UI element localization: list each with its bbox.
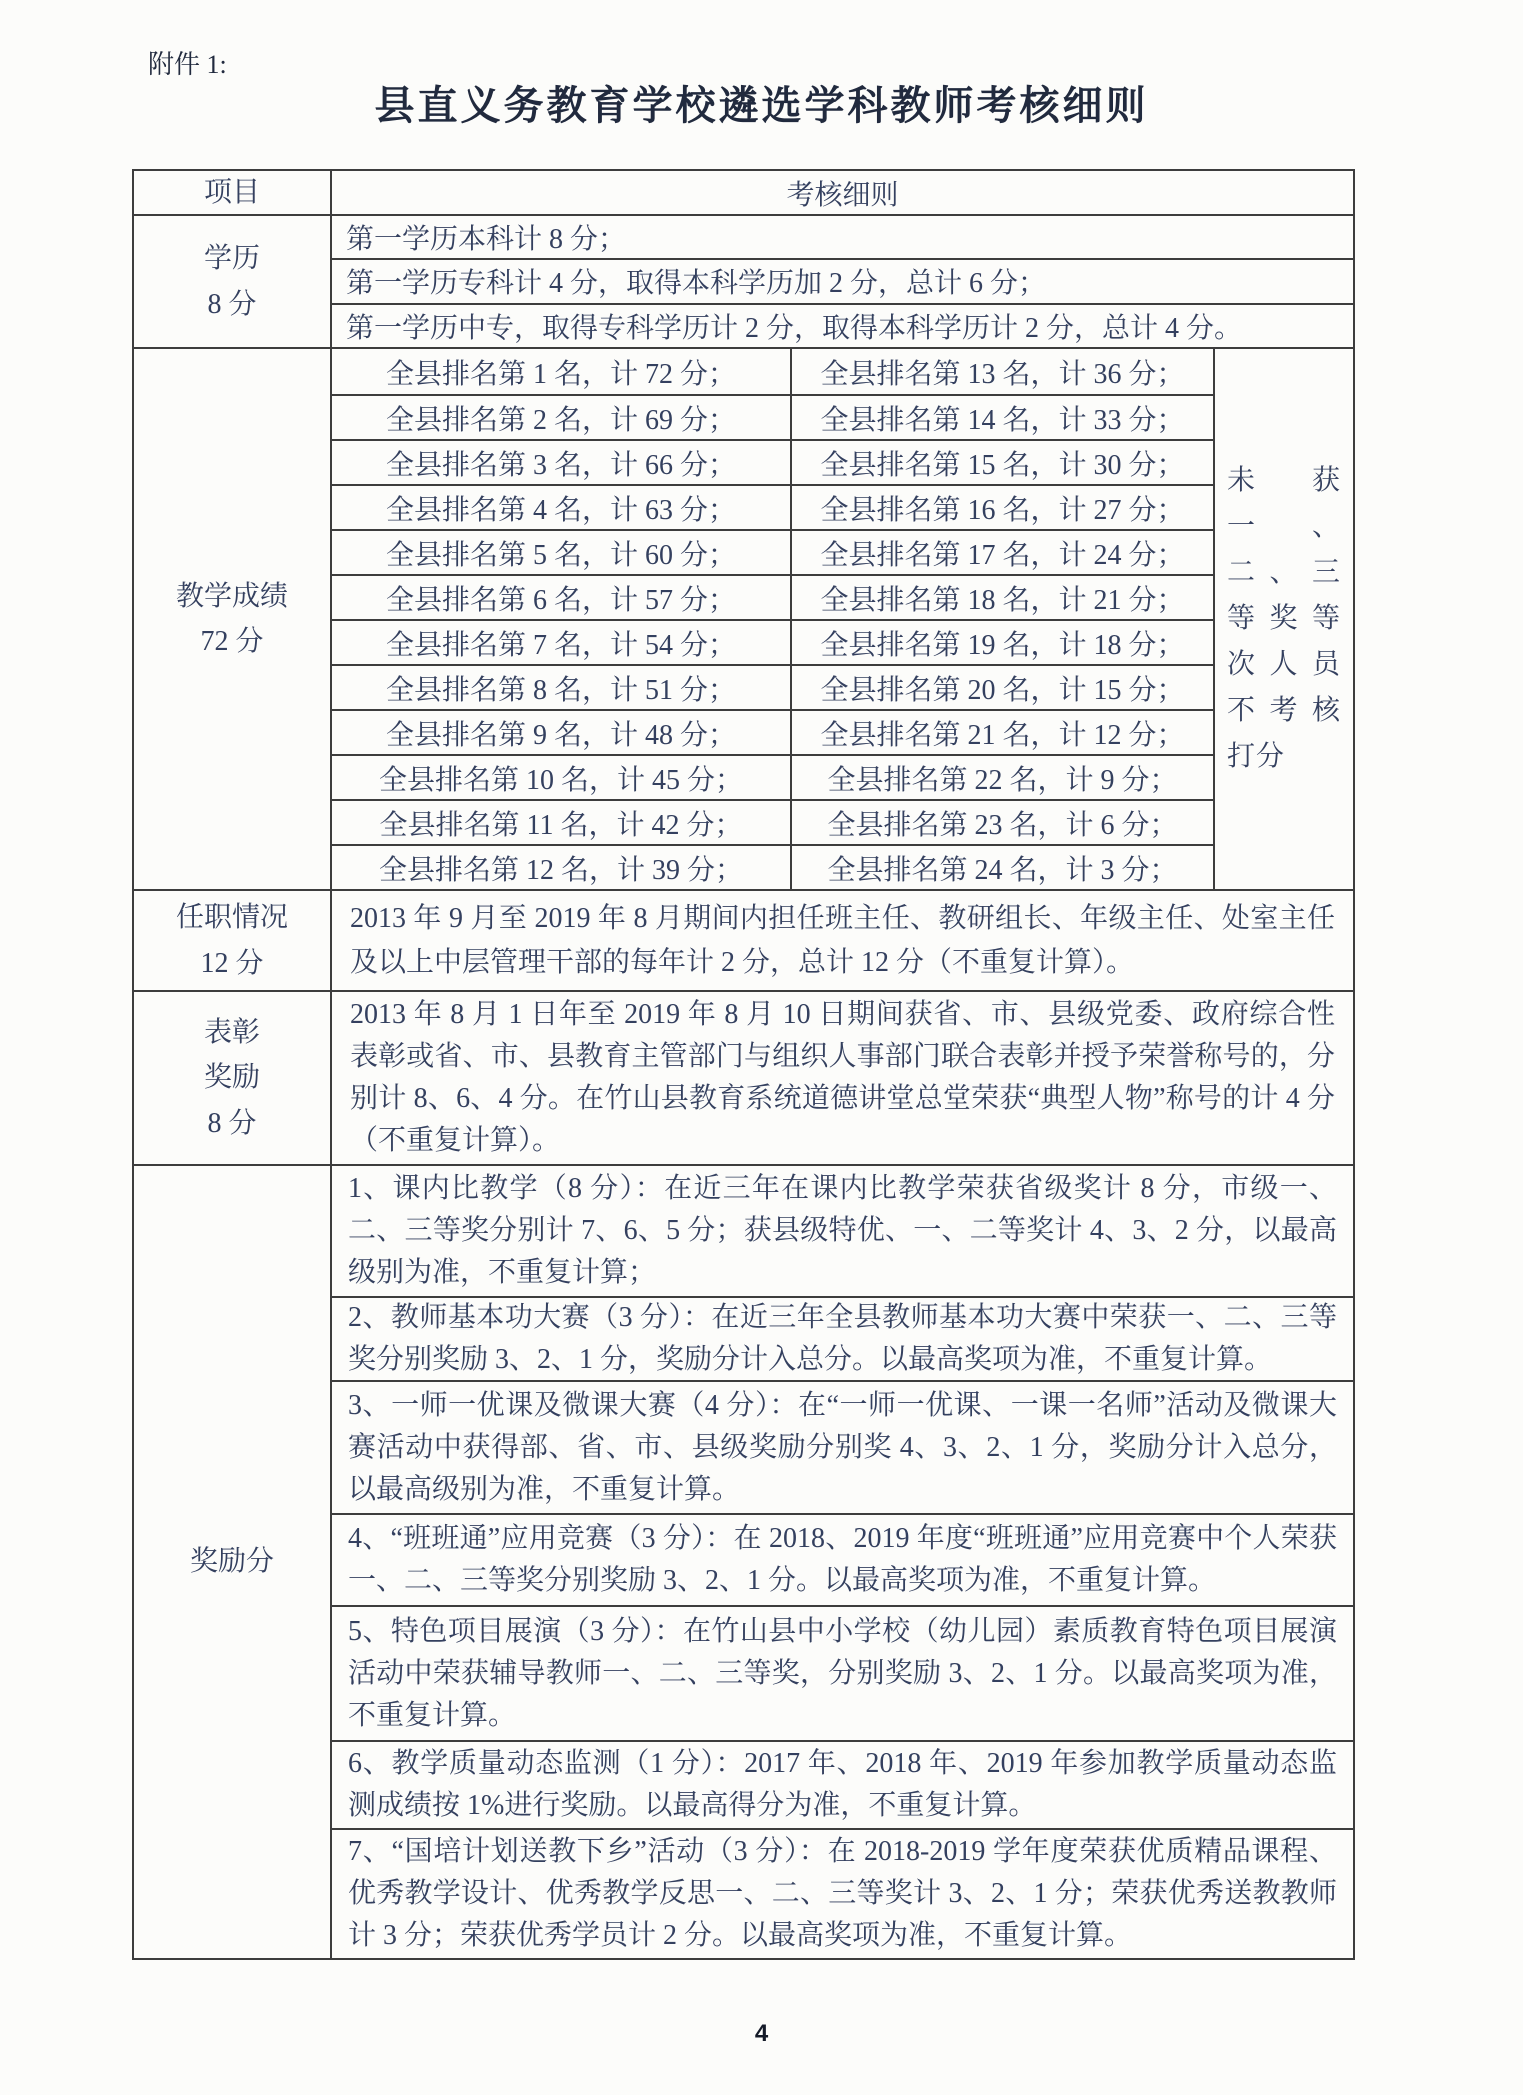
ranking-column-right: [790, 349, 1213, 889]
ranking-row: 全县排名第 14 名，计 33 分；: [792, 394, 1213, 439]
attachment-label: 附件 1:: [148, 50, 227, 79]
label-line: 12 分: [200, 947, 264, 979]
bonus-item: 1、课内比教学（8 分）：在近三年在课内比教学荣获省级奖计 8 分，市级一、二、三等奖分别计 7、6、5 分；获县级特优、一、二等奖计 4、3、2 分，以最高级别为准，不重复计算；: [348, 1173, 1337, 1288]
ranking-row: 全县排名第 20 名，计 15 分；: [792, 664, 1213, 709]
bonus-item: 3、一师一优课及微课大赛（4 分）：在“一师一优课、一课一名师”活动及微课大赛活动中获得部、省、市、县级奖励分别奖 4、3、2、1 分，奖励分计入总分，以最高级别为准，不重复计算。: [332, 1380, 1353, 1513]
section-commendation: [134, 990, 1353, 1164]
label-line: 72 分: [200, 626, 264, 657]
ranking-row: 全县排名第 12 名，计 39 分；: [332, 844, 790, 889]
section-education: [134, 214, 1353, 347]
education-rows: [330, 216, 1353, 347]
label-line: 任职情况: [175, 902, 288, 934]
tenure-text: 2013 年 9 月至 2019 年 8 月期间内担任班主任、教研组长、年级主任、处室主任及以上中层管理干部的每年计 2 分，总计 12 分（不重复计算）。: [350, 902, 1335, 978]
ranking-row: 全县排名第 21 名，计 12 分；: [792, 709, 1213, 754]
section-teaching-score: [134, 347, 1353, 889]
ranking-row: 全县排名第 3 名，计 66 分；: [332, 439, 790, 484]
section-bonus-points: [134, 1164, 1353, 1958]
education-row: 第一学历本科计 8 分；: [346, 224, 627, 256]
label-line: 表彰: [203, 1016, 260, 1048]
ranking-row: 全县排名第 10 名，计 45 分；: [332, 754, 790, 799]
teaching-score-label: [134, 349, 330, 889]
ranking-row: 全县排名第 8 名，计 51 分；: [332, 664, 790, 709]
ranking-row: 全县排名第 5 名，计 60 分；: [332, 529, 790, 574]
header-item-column: 项目: [203, 176, 260, 208]
education-row: 第一学历专科计 4 分，取得本科学历加 2 分，总计 6 分；: [332, 258, 1353, 302]
commendation-label: [134, 992, 330, 1164]
ranking-row: 全县排名第 7 名，计 54 分；: [332, 619, 790, 664]
ranking-row: 全县排名第 17 名，计 24 分；: [792, 529, 1213, 574]
ranking-row: 全县排名第 18 名，计 21 分；: [792, 574, 1213, 619]
ranking-row: 全县排名第 9 名，计 48 分；: [332, 709, 790, 754]
ranking-row: 全县排名第 1 名，计 72 分；: [385, 358, 736, 390]
bonus-item: 4、“班班通”应用竞赛（3 分）：在 2018、2019 年度“班班通”应用竞赛中个人荣获一、二、三等奖分别奖励 3、2、1 分。以最高奖项为准，不重复计算。: [332, 1513, 1353, 1605]
ranking-row: 全县排名第 16 名，计 27 分；: [792, 484, 1213, 529]
ranking-row: 全县排名第 23 名，计 6 分；: [792, 799, 1213, 844]
assessment-table: [132, 169, 1355, 1960]
ranking-row: 全县排名第 2 名，计 69 分；: [332, 394, 790, 439]
ranking-row: 全县排名第 15 名，计 30 分；: [792, 439, 1213, 484]
no-award-note: 未获一、二、三等奖等次人员不考核打分: [1213, 349, 1353, 889]
ranking-row: 全县排名第 24 名，计 3 分；: [792, 844, 1213, 889]
commendation-text: 2013 年 8 月 1 日年至 2019 年 8 月 10 日期间获省、市、县级党委、政府综合性表彰或省、市、县教育主管部门与组织人事部门联合表彰并授予荣誉称号的，分别计 8、6、4 分。在竹山县教育系统道德讲堂总堂荣获“典型人物”称号的计 4 分（不重复计算）。: [350, 999, 1335, 1156]
header-rules-column: 考核细则: [330, 171, 1353, 214]
ranking-row: 全县排名第 19 名，计 18 分；: [792, 619, 1213, 664]
label-line: 奖励分: [189, 1546, 274, 1578]
tenure-label: [134, 891, 330, 990]
bonus-item: 5、特色项目展演（3 分）：在竹山县中小学校（幼儿园）素质教育特色项目展演活动中荣获辅导教师一、二、三等奖，分别奖励 3、2、1 分。以最高奖项为准，不重复计算。: [332, 1605, 1353, 1740]
commendation-text-cell: [330, 992, 1353, 1164]
label-line: 8 分: [207, 288, 257, 320]
section-tenure: [134, 889, 1353, 990]
ranking-row: 全县排名第 4 名，计 63 分；: [332, 484, 790, 529]
bonus-item: 6、教学质量动态监测（1 分）：2017 年、2018 年、2019 年参加教学质量动态监测成绩按 1%进行奖励。以最高得分为准，不重复计算。: [332, 1740, 1353, 1828]
ranking-column-left: [330, 349, 790, 889]
bonus-item: 7、“国培计划送教下乡”活动（3 分）：在 2018-2019 学年度荣获优质精品课程、优秀教学设计、优秀教学反思一、二、三等奖计 3、2、1 分；荣获优秀送教教师计 3 分；荣获优秀学员计 2 分。以最高奖项为准，不重复计算。: [332, 1828, 1353, 1958]
label-line: 学历: [203, 243, 260, 275]
tenure-text-cell: [330, 891, 1353, 990]
ranking-row: 全县排名第 22 名，计 9 分；: [792, 754, 1213, 799]
education-label: [134, 216, 330, 347]
label-line: 教学成绩: [175, 580, 288, 612]
label-line: 奖励: [203, 1062, 260, 1094]
ranking-row: 全县排名第 6 名，计 57 分；: [332, 574, 790, 619]
bonus-items: [330, 1166, 1353, 1958]
ranking-row: 全县排名第 13 名，计 36 分；: [820, 358, 1185, 390]
page-title: 县直义务教育学校遴选学科教师考核细则: [374, 83, 1149, 128]
label-line: 8 分: [207, 1107, 257, 1139]
ranking-row: 全县排名第 11 名，计 42 分；: [332, 799, 790, 844]
bonus-item: 2、教师基本功大赛（3 分）：在近三年全县教师基本功大赛中荣获一、二、三等奖分别奖励 3、2、1 分，奖励分计入总分。以最高奖项为准，不重复计算。: [332, 1296, 1353, 1380]
table-header-row: [134, 171, 1353, 214]
education-row: 第一学历中专，取得专科学历计 2 分，取得本科学历计 2 分，总计 4 分。: [332, 303, 1353, 347]
page-number: 4: [754, 2020, 769, 2047]
bonus-points-label: [134, 1166, 330, 1958]
